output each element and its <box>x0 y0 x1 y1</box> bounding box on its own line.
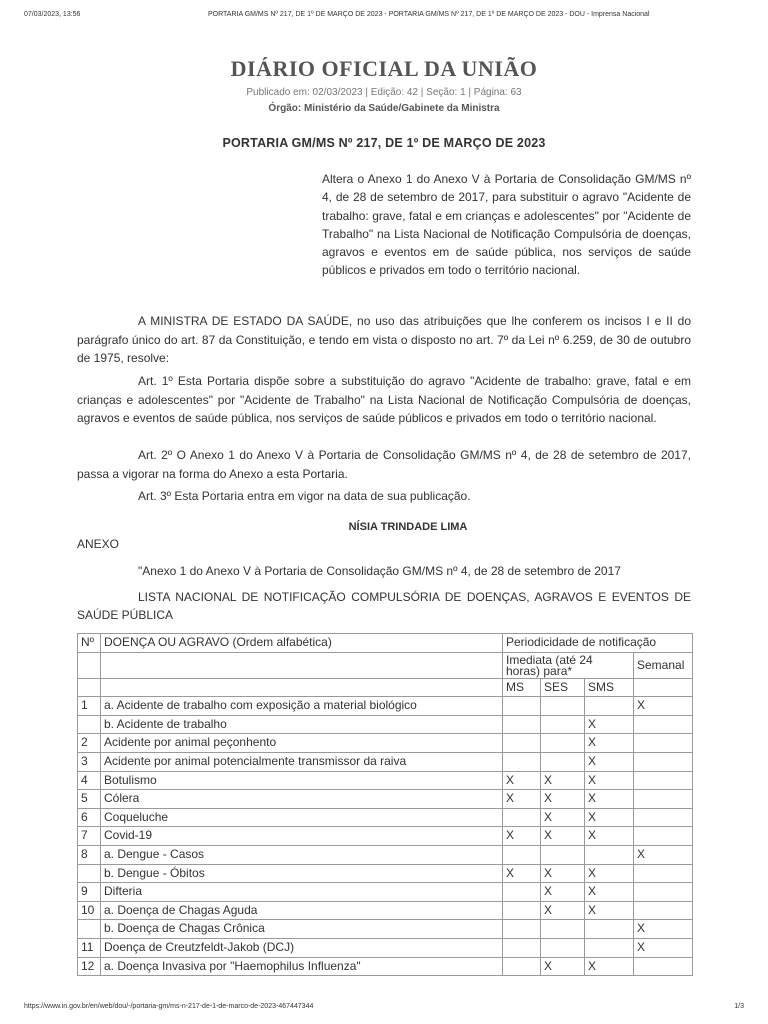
header-disease: DOENÇA OU AGRAVO (Ordem alfabética) <box>101 634 503 653</box>
row-weekly-cell <box>634 771 693 790</box>
ementa: Altera o Anexo 1 do Anexo V à Portaria de Consolidação GM/MS nº 4, de 28 de setembro de 2017, para substituir o agravo "Acidente de trabalho: grave, fatal e em crianças e adolescentes" por "Acidente de Trabalho" na Lista Nacional de Notificação Compulsória de doenças, agravos e eventos em de saúde pública, nos serviços de saúde públicos e privados em todo o território nacional. <box>322 172 691 278</box>
table-row <box>78 827 693 846</box>
row-ms-cell: X <box>503 864 541 883</box>
row-ses-cell <box>541 752 585 771</box>
row-ms-cell: X <box>503 790 541 809</box>
row-weekly-cell: X <box>634 697 693 716</box>
row-disease-cell: a. Doença de Chagas Aguda <box>101 901 503 920</box>
signer-name: NÍSIA TRINDADE LIMA <box>348 521 468 533</box>
row-weekly-cell <box>634 864 693 883</box>
table-row <box>78 845 693 864</box>
row-ms-cell: X <box>503 771 541 790</box>
row-num-cell: 2 <box>78 734 101 753</box>
row-weekly-cell <box>634 883 693 902</box>
row-sms-cell: X <box>585 752 634 771</box>
row-ses-cell: X <box>541 901 585 920</box>
header-sms: SMS <box>585 678 634 697</box>
row-ms-cell <box>503 957 541 976</box>
row-weekly-cell <box>634 901 693 920</box>
row-ses-cell: X <box>541 864 585 883</box>
print-page-title: PORTARIA GM/MS Nº 217, DE 1º DE MARÇO DE 2023 - PORTARIA GM/MS Nº 217, DE 1º DE MARÇO DE 2023 - DOU - Imprensa Nacional <box>208 11 650 18</box>
row-ses-cell: X <box>541 957 585 976</box>
row-disease-cell: Covid-19 <box>101 827 503 846</box>
row-num-cell: 1 <box>78 697 101 716</box>
row-num-cell <box>78 864 101 883</box>
header-empty-cell <box>634 678 693 697</box>
row-ms-cell <box>503 715 541 734</box>
row-num-cell: 3 <box>78 752 101 771</box>
table-row <box>78 752 693 771</box>
row-ses-cell <box>541 697 585 716</box>
row-weekly-cell: X <box>634 845 693 864</box>
orgao-line: Órgão: Ministério da Saúde/Gabinete da Ministra <box>268 103 500 114</box>
row-ses-cell: X <box>541 883 585 902</box>
print-datetime: 07/03/2023, 13:56 <box>24 11 81 18</box>
table-row <box>78 697 693 716</box>
table-row <box>78 920 693 939</box>
row-num-cell: 7 <box>78 827 101 846</box>
row-ms-cell: X <box>503 827 541 846</box>
row-ms-cell <box>503 938 541 957</box>
row-disease-cell: Acidente por animal potencialmente transmissor da raiva <box>101 752 503 771</box>
table-row <box>78 808 693 827</box>
header-empty-cell <box>101 678 503 697</box>
row-disease-cell: Coqueluche <box>101 808 503 827</box>
row-num-cell <box>78 715 101 734</box>
table-row <box>78 734 693 753</box>
row-sms-cell: X <box>585 957 634 976</box>
header-ses: SES <box>541 678 585 697</box>
row-weekly-cell: X <box>634 920 693 939</box>
row-disease-cell: Acidente por animal peçonhento <box>101 734 503 753</box>
row-num-cell: 10 <box>78 901 101 920</box>
row-ms-cell <box>503 734 541 753</box>
row-weekly-cell <box>634 827 693 846</box>
preamble-paragraph <box>77 312 691 368</box>
row-num-cell <box>78 920 101 939</box>
row-disease-cell: Difteria <box>101 883 503 902</box>
table-row <box>78 771 693 790</box>
row-sms-cell <box>585 938 634 957</box>
table-row <box>78 883 693 902</box>
newspaper-title: DIÁRIO OFICIAL DA UNIÃO <box>230 56 538 81</box>
row-sms-cell: X <box>585 808 634 827</box>
row-num-cell: 11 <box>78 938 101 957</box>
table-row <box>78 864 693 883</box>
row-ses-cell <box>541 938 585 957</box>
header-empty-cell <box>78 652 101 678</box>
article-3-text: Art. 3º Esta Portaria entra em vigor na data de sua publicação. <box>138 489 471 503</box>
header-ms: MS <box>503 678 541 697</box>
row-sms-cell: X <box>585 864 634 883</box>
notification-table <box>77 633 693 976</box>
row-ms-cell <box>503 883 541 902</box>
row-ses-cell <box>541 845 585 864</box>
row-weekly-cell <box>634 734 693 753</box>
table-row <box>78 715 693 734</box>
row-disease-cell: a. Dengue - Casos <box>101 845 503 864</box>
header-weekly: Semanal <box>634 652 693 678</box>
row-num-cell: 5 <box>78 790 101 809</box>
masthead <box>0 56 768 114</box>
row-sms-cell: X <box>585 734 634 753</box>
preamble-text: A MINISTRA DE ESTADO DA SAÚDE, no uso das atribuições que lhe conferem os incisos I e II do parágrafo único do art. 87 da Constituição, e tendo em vista o disposto no art. 7º da Lei nº 6.259, de 30 de outubro de 1975, resolve: <box>77 314 691 366</box>
row-ses-cell: X <box>541 790 585 809</box>
row-sms-cell <box>585 845 634 864</box>
row-weekly-cell <box>634 957 693 976</box>
table-header-row <box>78 634 693 653</box>
row-disease-cell: b. Doença de Chagas Crônica <box>101 920 503 939</box>
row-weekly-cell <box>634 790 693 809</box>
row-ses-cell <box>541 715 585 734</box>
row-disease-cell: b. Acidente de trabalho <box>101 715 503 734</box>
row-sms-cell: X <box>585 827 634 846</box>
row-disease-cell: Botulismo <box>101 771 503 790</box>
table-row <box>78 957 693 976</box>
row-num-cell: 6 <box>78 808 101 827</box>
row-sms-cell: X <box>585 715 634 734</box>
article-3 <box>77 487 691 506</box>
row-ses-cell <box>541 734 585 753</box>
header-num: Nº <box>78 634 101 653</box>
row-ms-cell <box>503 901 541 920</box>
row-ms-cell <box>503 697 541 716</box>
anexo-label: ANEXO <box>77 537 120 551</box>
row-sms-cell: X <box>585 790 634 809</box>
portaria-title: PORTARIA GM/MS Nº 217, DE 1º DE MARÇO DE 2023 <box>222 136 546 150</box>
article-2-text: Art. 2º O Anexo 1 do Anexo V à Portaria de Consolidação GM/MS nº 4, de 28 de setembro de 2017, passa a vigorar na forma do Anexo a esta Portaria. <box>77 448 691 481</box>
table-header-row <box>78 652 693 678</box>
list-title: LISTA NACIONAL DE NOTIFICAÇÃO COMPULSÓRIA DE DOENÇAS, AGRAVOS E EVENTOS DE SAÚDE PÚBLICA <box>77 590 691 622</box>
print-url: https://www.in.gov.br/en/web/dou/-/portaria-gm/ms-n-217-de-1-de-marco-de-2023-467447344 <box>24 1003 314 1010</box>
row-disease-cell: Doença de Creutzfeldt-Jakob (DCJ) <box>101 938 503 957</box>
table-row <box>78 938 693 957</box>
row-num-cell: 9 <box>78 883 101 902</box>
table-row <box>78 790 693 809</box>
table-row <box>78 901 693 920</box>
print-header <box>24 11 744 23</box>
article-1 <box>77 372 691 428</box>
row-ms-cell <box>503 845 541 864</box>
article-2 <box>77 446 691 483</box>
anexo-reference: "Anexo 1 do Anexo V à Portaria de Consolidação GM/MS nº 4, de 28 de setembro de 2017 <box>138 564 621 578</box>
row-sms-cell: X <box>585 771 634 790</box>
row-num-cell: 4 <box>78 771 101 790</box>
row-disease-cell: b. Dengue - Óbitos <box>101 864 503 883</box>
row-sms-cell: X <box>585 883 634 902</box>
row-ses-cell <box>541 920 585 939</box>
row-weekly-cell <box>634 808 693 827</box>
row-ms-cell <box>503 752 541 771</box>
header-immediate: Imediata (até 24 horas) para* <box>503 652 634 678</box>
row-ms-cell <box>503 808 541 827</box>
row-weekly-cell <box>634 715 693 734</box>
row-sms-cell: X <box>585 901 634 920</box>
row-weekly-cell <box>634 752 693 771</box>
print-footer <box>24 1003 744 1015</box>
row-sms-cell <box>585 697 634 716</box>
row-ses-cell: X <box>541 771 585 790</box>
article-1-text: Art. 1º Esta Portaria dispõe sobre a substituição do agravo "Acidente de trabalho: grave, fatal e em crianças e adolescentes" por "Acidente de Trabalho" na Lista Nacional de Notificação Compulsória de doenças, agravos e eventos de saúde pública, nos serviços de saúde públicos e privados em todo o território nacional. <box>77 374 691 426</box>
row-weekly-cell: X <box>634 938 693 957</box>
row-sms-cell <box>585 920 634 939</box>
header-empty-cell <box>101 652 503 678</box>
publication-meta: Publicado em: 02/03/2023 | Edição: 42 | Seção: 1 | Página: 63 <box>246 87 522 98</box>
row-num-cell: 8 <box>78 845 101 864</box>
row-disease-cell: Cólera <box>101 790 503 809</box>
row-ses-cell: X <box>541 808 585 827</box>
row-disease-cell: a. Doença Invasiva por "Haemophilus Influenza" <box>101 957 503 976</box>
header-periodicity: Periodicidade de notificação <box>503 634 693 653</box>
row-ses-cell: X <box>541 827 585 846</box>
print-page-number: 1/3 <box>734 1003 744 1010</box>
row-ms-cell <box>503 920 541 939</box>
header-empty-cell <box>78 678 101 697</box>
table-header-row <box>78 678 693 697</box>
row-num-cell: 12 <box>78 957 101 976</box>
row-disease-cell: a. Acidente de trabalho com exposição a material biológico <box>101 697 503 716</box>
